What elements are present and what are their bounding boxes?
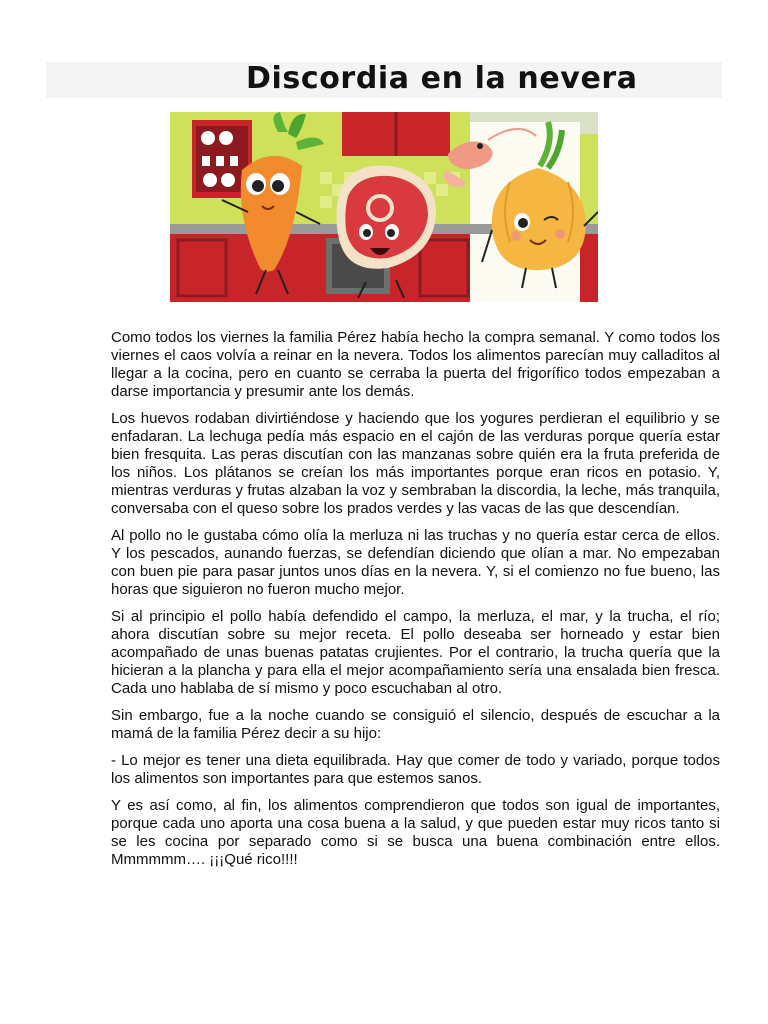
paragraph: Al pollo no le gustaba cómo olía la merluza ni las truchas y no quería estar cerca de ellos. Y los pescados, aunando fuerzas, se defendían diciendo que olían a mar. No empezaban con buen pie para pasar juntos unos días en la nevera. Y, si el comienzo no fue bueno, las horas que siguieron no fueron mucho mejor. <box>111 527 720 598</box>
paragraph: Sin embargo, fue a la noche cuando se consiguió el silencio, después de escuchar a la mamá de la familia Pérez decir a su hijo: <box>111 707 720 742</box>
paragraph: Los huevos rodaban divirtiéndose y haciendo que los yogures perdieran el equilibrio y se enfadaran. La lechuga pedía más espacio en el cajón de las verduras porque quería estar bien fresquita. Las peras discutían con las manzanas sobre quién era la fruta preferida de los niños. Los plátanos se creían los más importantes porque eran ricos en potasio. Y, mientras verduras y frutas alzaban la voz y sembraban la discordia, la leche, más tranquila, conversaba con el queso sobre los prados verdes y las vacas de las que descendían. <box>111 410 720 517</box>
paragraph: - Lo mejor es tener una dieta equilibrada. Hay que comer de todo y variado, porque todos los alimentos son importantes para que estemos sanos. <box>111 752 720 787</box>
paragraph: Si al principio el pollo había defendido el campo, la merluza, el mar, y la trucha, el río; ahora discutían sobre su mejor receta. El pollo deseaba ser horneado y estar bien acompañado de unas buenas patatas crujientes. Por el contrario, la trucha quería que la hicieran a la plancha y para ella el mejor acompañamiento sería una ensalada bien fresca. Cada uno hablaba de sí mismo y poco escuchaban al otro. <box>111 608 720 697</box>
paragraph: Y es así como, al fin, los alimentos comprendieron que todos son igual de importantes, porque cada uno aporta una cosa buena a la salud, y que pueden estar muy ricos tanto si se les cocina por separado como si se busca una buena combinación entre ellos. Mmmmmm…. ¡¡¡Qué rico!!!! <box>111 797 720 868</box>
story-text <box>111 329 720 878</box>
kitchen-illustration <box>170 112 598 302</box>
page-title: Discordia en la nevera <box>246 61 638 96</box>
paragraph: Como todos los viernes la familia Pérez había hecho la compra semanal. Y como todos los viernes el caos volvía a reinar en la nevera. Todos los alimentos parecían muy calladitos al llegar a la cocina, pero en cuanto se cerraba la puerta del frigorífico todos empezaban a darse importancia y presumir ante los demás. <box>111 329 720 400</box>
